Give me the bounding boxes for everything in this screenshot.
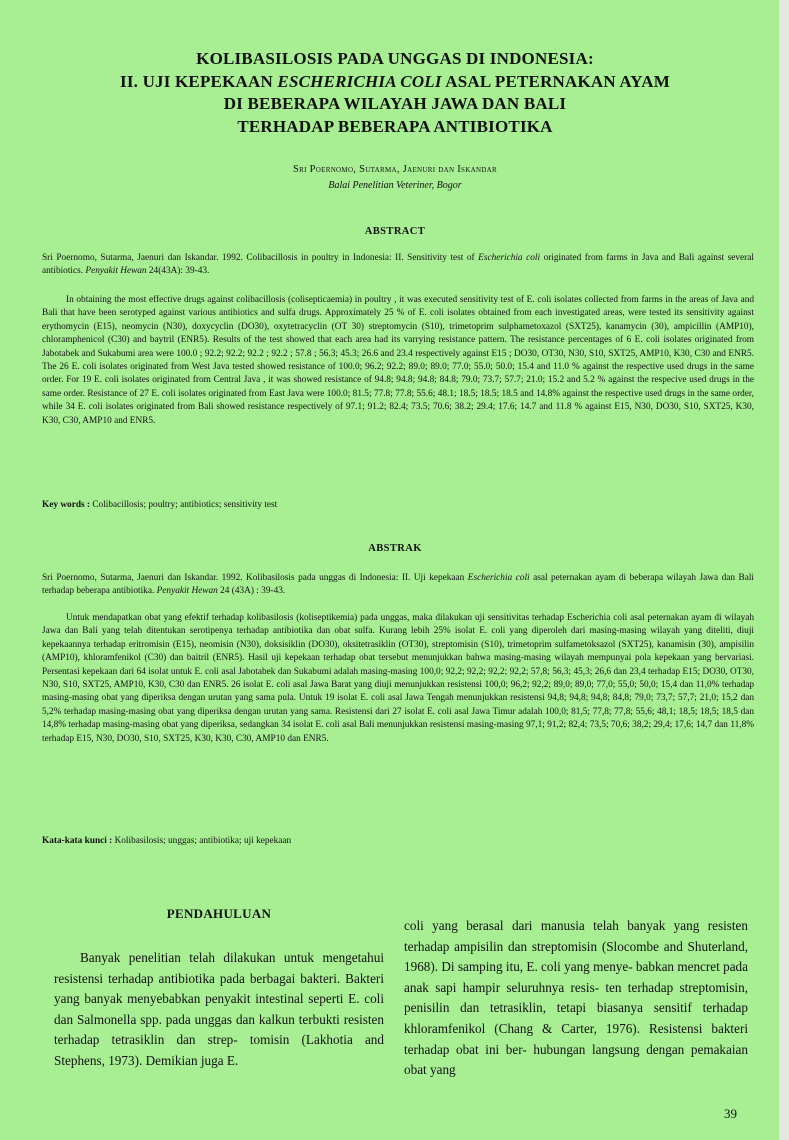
abstrak-keywords: Kata-kata kunci : Kolibasilosis; unggas; antibiotika; uji kepekaan bbox=[42, 836, 292, 846]
title-line-3: DI BEBERAPA WILAYAH JAWA DAN BALI bbox=[223, 94, 567, 113]
abstrak-heading: ABSTRAK bbox=[368, 543, 422, 554]
introduction-heading: PENDAHULUAN bbox=[166, 906, 272, 921]
introduction-left-column: Banyak penelitian telah dilakukan untuk mengetahui resistensi terhadap antibiotika pada berbagai bakteri. Bakteri yang banyak menyebabkan penyakit intestinal seperti E. coli dan Salmonella spp. pada unggas dan kalkun terbukti resisten terhadap tetrasiklin dan strep- tomisin (Lakhotia and Stephens, 1973). Demikian juga E. bbox=[54, 950, 384, 1068]
abstrak-citation: Sri Poernomo, Sutarma, Jaenuri dan Iskandar. 1992. Kolibasilosis pada unggas di Indonesia: II. Uji kepekaan Escherichia coli asal peternakan ayam di beberapa wilayah Jawa dan Bali terhadap beberapa antibiotika. Penyakit Hewan 24 (43A) : 39-43. bbox=[42, 573, 754, 597]
title-line-1: KOLIBASILOSIS PADA UNGGAS DI INDONESIA: bbox=[196, 49, 594, 68]
authors: Sri Poernomo, Sutarma, Jaenuri dan Iskandar bbox=[293, 164, 497, 175]
affiliation: Balai Penelitian Veteriner, Bogor bbox=[328, 180, 462, 191]
paper-title bbox=[40, 48, 750, 138]
abstract-citation: Sri Poernomo, Sutarma, Jaenuri dan Iskandar. 1992. Colibacillosis in poultry in Indonesia: II. Sensitivity test of Escherichia coli originated from farms in Java and Bali against several antibiotics. Penyakit Hewan 24(43A): 39-43. bbox=[42, 253, 754, 277]
introduction-right-column: coli yang berasal dari manusia telah banyak yang resisten terhadap ampisilin dan streptomisin (Slocombe and Shuterland, 1968). Di samping itu, E. coli yang menye- babkan mencret pada anak sapi hampir seluruhnya resis- ten terhadap streptomisin, penisilin dan tetrasiklin, tetapi biasanya sensitif terhadap khloramfenikol (Chang & Carter, 1976). Resistensi bakteri terhadap obat ini ber- hubungan langsung dengan pemakaian obat yang bbox=[404, 918, 748, 1078]
page-edge bbox=[779, 0, 789, 1140]
abstract-keywords: Key words : Colibacillosis; poultry; antibiotics; sensitivity test bbox=[42, 500, 278, 510]
page-number: 39 bbox=[724, 1106, 737, 1121]
title-line-2: II. UJI KEPEKAAN ESCHERICHIA COLI ASAL PETERNAKAN AYAM bbox=[120, 71, 670, 91]
abstract-body: In obtaining the most effective drugs against colibacillosis (colisepticaemia) in poultry , it was executed sensitivity test of E. coli isolates collected from farms in the areas of Java and Bali that have been serotyped against various antibiotics and sulfa drugs. Approximately 25 % of E. coli isolates obtained from each investigated areas, were tested its sensitivity against erythomycin (E15), neomycin (N30), doxycyclin (DO30), oxytetracyclin (OT 30) streptomycin (S10), trimetoprim sulphametoxazol (SXT25), kanamycin (30), ampicillin (AMP10), chloramphenicol (C30) and baytril (ENR5). Results of the test showed that each area had its varrying resistance pattern. The resistance percentages of 6 E. coli isolates originated from Jabotabek and Sukabumi area were 100.0 ; 92.2; 92.2; 92.2 ; 92.2 ; 57.8 ; 56.3; 45.3; 26.6 and 23.4 respectively against E15 ; DO30, OT30, N30, S10, SXT25, AMP10, K30, C30 and ENR5. The 26 E. coli isolates originated from West Java tested showed resistance of 100.0; 96.2; 92.2; 89.0; 89.0; 77.0; 55.0; 50.0; 15.4 and 11.0 % against the respective used drugs in the same order. For 19 E. coli isolates originated from Central Java , it was showed resistance of 94.8; 94.8; 94.8; 84.8; 79.0; 73.7; 57.7; 21.0; 15.2 and 5.2 % against the respecive used drugs in the same order. Resistance of 27 E. coli isolates originated from East Java were 100.0; 81.5; 77.8; 77.8; 55.6; 48.1; 18.5; 18.5; 18.5 and 14.8% against the respective used drugs in the same order, while 34 E. coli isolates originated from Bali showed resistance respectively of 97.1; 91.2; 82.4; 73.5; 70.6; 38.2; 29.4; 17.6; 14.7 and 11.8 % against E15, N30, DO30, S10, SXT25, K30, K30, C30, AMP10 and ENR5. bbox=[42, 295, 754, 426]
abstrak-body: Untuk mendapatkan obat yang efektif terhadap kolibasilosis (koliseptikemia) pada unggas, maka dilakukan uji sensitivitas terhadap Escherichia coli asal peternakan ayam di wilayah Jawa dan Bali yang telah ditentukan serotipenya terhadap antibiotika dan obat sulfa. Kurang lebih 25% isolat E. coli yang diperoleh dari masing-masing wilayah yang diteliti, diuji kepekaannya terhadap eritromisin (E15), neomisin (N30), doksisiklin (DO30), oksitetrasiklin (OT30), streptomisin (S10), trimetoprim sulfametoksazol (SXT25), kanamisin (30), ampisilin (AMP10), khloramfenikol (C30) dan baitril (ENR5). Hasil uji kepekaan terhadap obat tersebut menunjukkan bahwa masing-masing wilayah mempunyai pola kepekaan yang bervariasi. Persentasi kepekaan dari 64 isolat untuk E. coli asal Jabotabek dan Sukabumi adalah masing-masing 100,0; 92,2; 92,2; 92,2; 92,2; 57,8; 56,3; 45,3; 26,6 dan 23,4 terhadap E15; DO30, OT30, N30, S10, SXT25, AMP10, K30, C30 dan ENR5. 26 isolat E. coli asal Jawa Barat yang diuji menunjukkan resistensi 100,0; 96,2; 92,2; 89,0; 89,0; 77,0; 55,0; 50,0; 15,4 dan 11,0% terhadap masing-masing obat yang diperiksa dengan urutan yang sama pula. Untuk 19 isolat E. coli asal Jawa Tengah menunjukkan resistensi 94,8; 94,8; 94,8; 84,8; 79,0; 73,7; 57,7; 21,0; 15,2 dan 5,2% terhadap masing-masing obat yang diperiksa dengan urutan yang sama. Resistensi dari 27 isolat E. coli asal Jawa Timur adalah 100,0; 81,5; 77,8; 77,8; 55,6; 48,1; 18,5; 18,5; 18,5 dan 14,8% terhadap masing-masing obat yang diperiksa, sedangkan 34 isolat E. coli asal Bali menunjukkan resistensi masing-masing 97,1; 91,2; 82,4; 73,5; 70,6; 38,2; 29,4; 17,6; 14,7 dan 11,8% terhadap E15, N30, DO30, S10, SXT25, K30, K30, C30, AMP10 dan ENR5. bbox=[42, 613, 754, 744]
abstract-heading: ABSTRACT bbox=[364, 226, 426, 237]
title-line-4: TERHADAP BEBERAPA ANTIBIOTIKA bbox=[237, 116, 553, 136]
